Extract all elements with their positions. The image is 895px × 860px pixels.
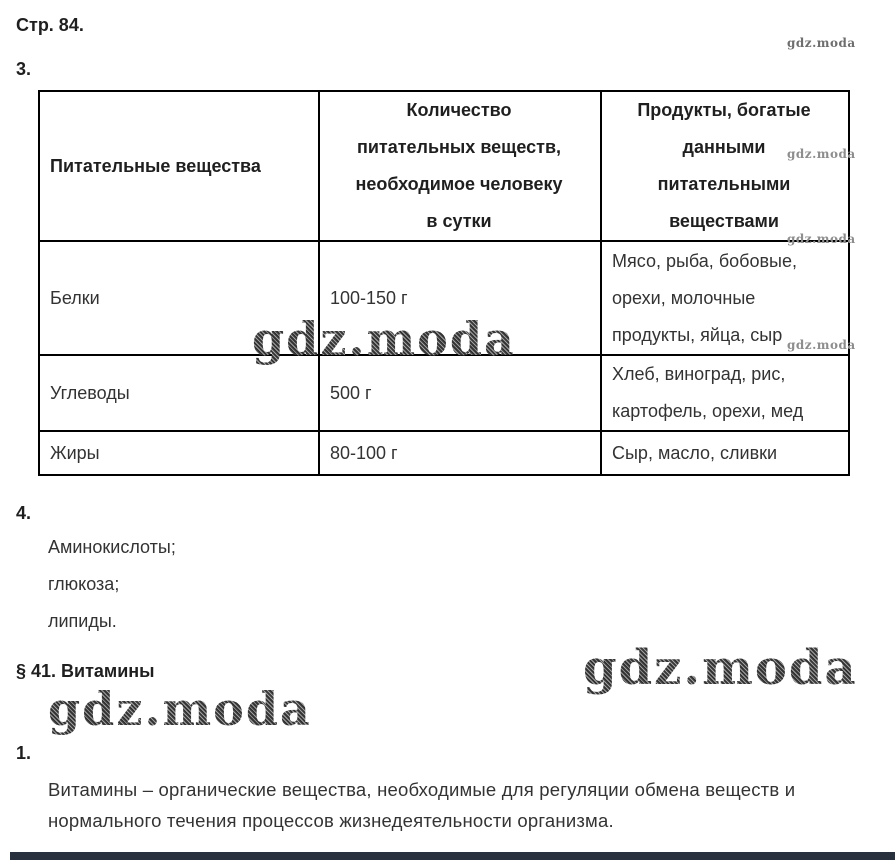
header-line: в сутки [426,211,492,231]
watermark-logo: gdz.moda [48,682,312,736]
table-cell: Мясо, рыба, бобовые, орехи, молочные продукты, яйца, сыр [601,241,849,355]
watermark-logo: gdz.moda [787,232,856,246]
answer-list [48,536,879,632]
header-line: Продукты, богатые [637,100,811,120]
table-row-fats [39,431,849,475]
watermark-logo: gdz.moda [583,640,858,696]
section-title: § 41. Витамины [16,661,155,681]
task-number-1: 1. [16,743,32,763]
task-number-4: 4. [16,503,32,523]
answer-paragraph: Витамины – органические вещества, необходимые для регуляции обмена веществ и нормального течения процессов жизнедеятельности организма. [48,779,796,831]
table-row-carbs [39,355,849,431]
watermark-logo: gdz.moda [787,147,856,161]
page-title: Стр. 84. [16,15,84,35]
watermark-logo: gdz.moda [252,312,516,366]
header-line: Количество [406,100,512,120]
watermark-logo: gdz.moda [787,36,856,50]
header-line: питательными [657,174,791,194]
nutrients-table [38,90,850,476]
list-item: глюкоза; [48,574,120,594]
table-header-row [39,91,849,241]
watermark-logo: gdz.moda [787,338,856,352]
table-header-amount [319,91,601,241]
header-line: питательных веществ, [356,137,562,157]
table-cell: Углеводы [39,355,319,431]
header-line: данными [682,137,766,157]
list-item: липиды. [48,611,117,631]
table-cell: 500 г [319,355,601,431]
header-line: необходимое человеку [355,174,563,194]
table-cell: 100-150 г [319,241,601,355]
table-cell: Белки [39,241,319,355]
table-cell: Жиры [39,431,319,475]
table-row-proteins [39,241,849,355]
table-header-products [601,91,849,241]
list-item: Аминокислоты; [48,537,176,557]
table-header-nutrients: Питательные вещества [39,91,319,241]
table-cell: Сыр, масло, сливки [601,431,849,475]
table-cell: 80-100 г [319,431,601,475]
header-line: веществами [669,211,779,231]
table-cell: Хлеб, виноград, рис, картофель, орехи, мед [601,355,849,431]
bottom-bar [10,852,895,860]
task-number-3: 3. [16,59,32,79]
